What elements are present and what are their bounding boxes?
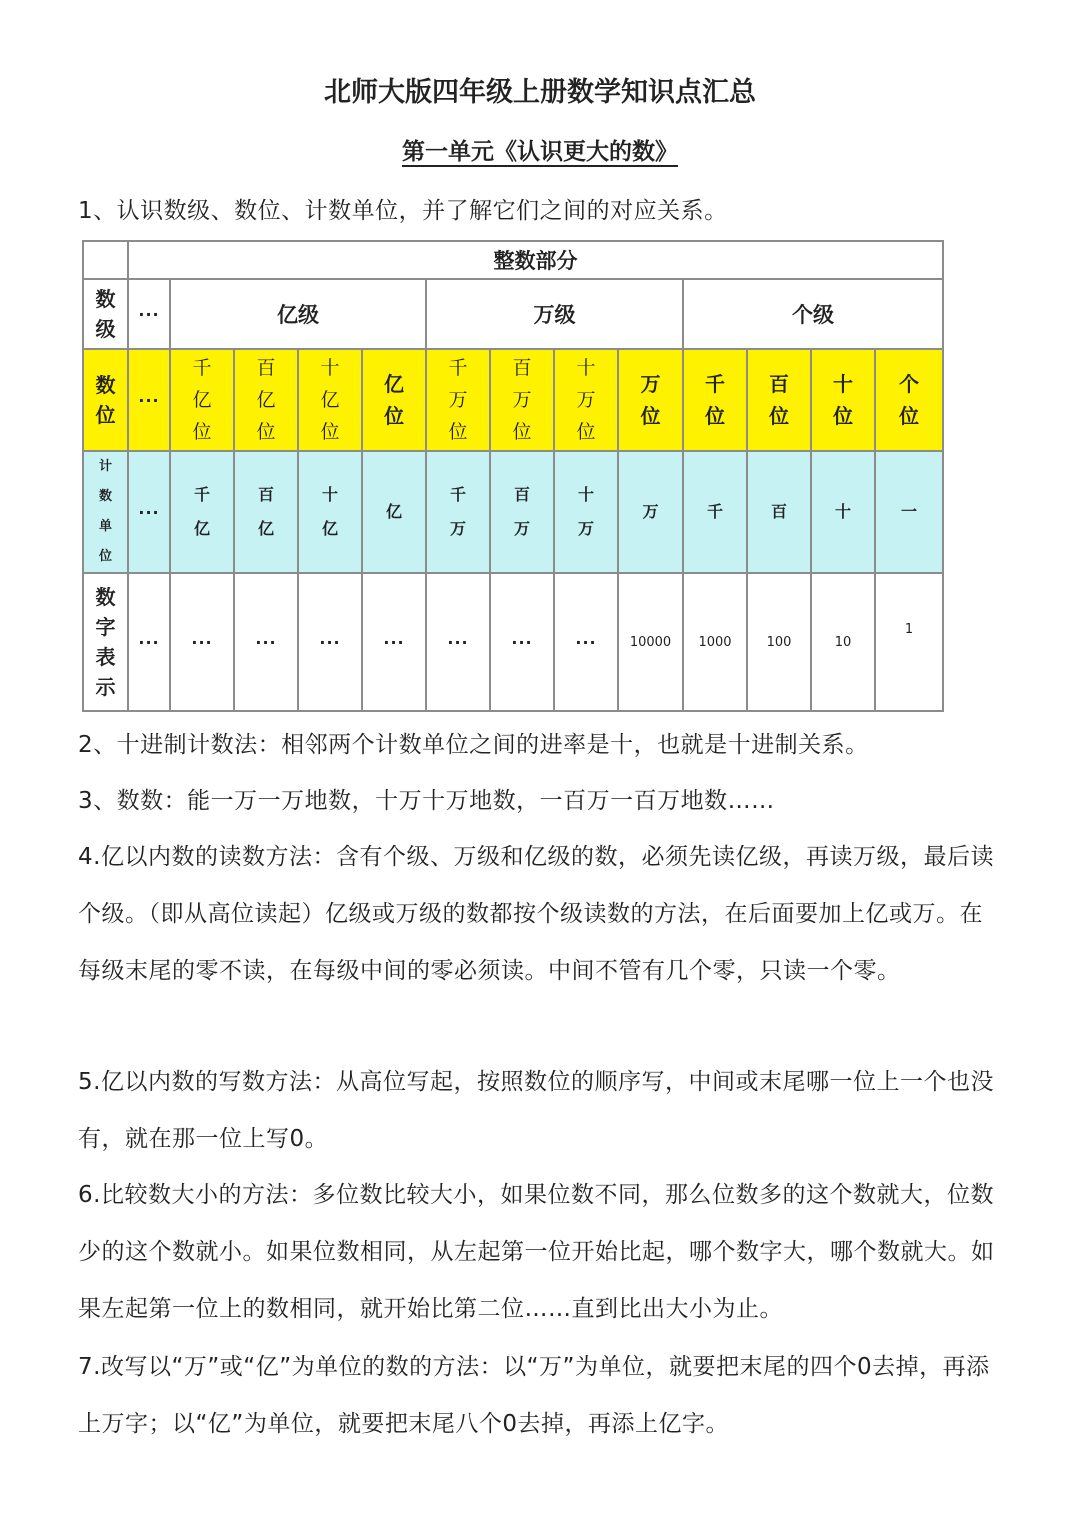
- number-cell: ···: [298, 573, 362, 711]
- place-cell: 百 万 位: [490, 349, 554, 451]
- unit-cell: 亿: [362, 451, 426, 573]
- integer-part-header: 整数部分: [128, 241, 943, 279]
- table-row-top-header: [83, 241, 943, 279]
- number-cell: 10000: [618, 573, 683, 711]
- unit-cell: 百 亿: [234, 451, 298, 573]
- ellipsis-cell: ···: [128, 451, 170, 573]
- number-cell: ···: [234, 573, 298, 711]
- paragraph-6: 6.比较数大小的方法：多位数比较大小，如果位数不同，那么位数多的这个数就大，位数少的这个数就小。如果位数相同，从左起第一位开始比起，哪个数字大，哪个数就大。如果左起第一位上的数相同，就开始比第二位……直到比出大小为止。: [78, 1182, 995, 1322]
- row-label-shuwei: 数 位: [83, 349, 128, 451]
- ellipsis-cell: ···: [128, 279, 170, 349]
- group-ge: 个级: [683, 279, 943, 349]
- place-cell: 千 位: [683, 349, 747, 451]
- place-cell: 万 位: [618, 349, 683, 451]
- row-label-shuji: 数 级: [83, 279, 128, 349]
- unit-cell: 十: [811, 451, 875, 573]
- unit-cell: 百: [747, 451, 811, 573]
- table-row-shuwei: [83, 349, 943, 451]
- ellipsis-cell: ···: [128, 349, 170, 451]
- number-cell: 1: [875, 573, 943, 711]
- unit-cell: 千 万: [426, 451, 490, 573]
- number-cell: 100: [747, 573, 811, 711]
- paragraph-7: 7.改写以“万”或“亿”为单位的数的方法：以“万”为单位，就要把末尾的四个0去掉，再添上万字；以“亿”为单位，就要把末尾八个0去掉，再添上亿字。: [78, 1354, 990, 1437]
- empty-corner-cell: [83, 241, 128, 279]
- number-cell: ···: [426, 573, 490, 711]
- paragraph-5: 5.亿以内数的写数方法：从高位写起，按照数位的顺序写，中间或末尾哪一位上一个也没有，就在那一位上写0。: [78, 1069, 994, 1152]
- unit-cell: 一: [875, 451, 943, 573]
- table-row-shuji: [83, 279, 943, 349]
- table-row-shuzibiaoshi: [83, 573, 943, 711]
- paragraph-4: 4.亿以内数的读数方法：含有个级、万级和亿级的数，必须先读亿级，再读万级，最后读个级。（即从高位读起）亿级或万级的数都按个级读数的方法，在后面要加上亿或万。在每级末尾的零不读，在每级中间的零必须读。中间不管有几个零，只读一个零。: [78, 844, 994, 984]
- place-cell: 个 位: [875, 349, 943, 451]
- group-wan: 万级: [426, 279, 683, 349]
- place-cell: 十 位: [811, 349, 875, 451]
- table-row-jishudanwei: [83, 451, 943, 573]
- place-value-table-container: [82, 240, 942, 710]
- place-value-table: [82, 240, 944, 712]
- unit-cell: 百 万: [490, 451, 554, 573]
- row-label-jishudanwei: 计 数 单 位: [83, 451, 128, 573]
- place-cell: 十 亿 位: [298, 349, 362, 451]
- place-cell: 千 万 位: [426, 349, 490, 451]
- unit-cell: 千 亿: [170, 451, 234, 573]
- paragraph-2: 2、十进制计数法：相邻两个计数单位之间的进率是十，也就是十进制关系。: [78, 732, 869, 758]
- paragraph-3: 3、数数：能一万一万地数，十万十万地数，一百万一百万地数……: [78, 788, 775, 814]
- place-cell: 十 万 位: [554, 349, 618, 451]
- unit-subtitle: [0, 133, 1080, 166]
- number-cell: ···: [362, 573, 426, 711]
- unit-cell: 千: [683, 451, 747, 573]
- unit-cell: 十 万: [554, 451, 618, 573]
- group-yi: 亿级: [170, 279, 426, 349]
- number-cell: ···: [554, 573, 618, 711]
- row-label-shuzibiaoshi: 数 字 表 示: [83, 573, 128, 711]
- unit-cell: 万: [618, 451, 683, 573]
- document-title: 北师大版四年级上册数学知识点汇总: [324, 77, 756, 108]
- number-cell: ···: [170, 573, 234, 711]
- unit-subtitle-text: 第一单元《认识更大的数》: [402, 138, 678, 165]
- place-cell: 百 亿 位: [234, 349, 298, 451]
- number-cell: 10: [811, 573, 875, 711]
- place-cell: 百 位: [747, 349, 811, 451]
- unit-cell: 十 亿: [298, 451, 362, 573]
- number-cell: 1000: [683, 573, 747, 711]
- paragraph-1: 1、认识数级、数位、计数单位，并了解它们之间的对应关系。: [78, 198, 728, 224]
- ellipsis-cell: ···: [128, 573, 170, 711]
- place-cell: 亿 位: [362, 349, 426, 451]
- number-cell: ···: [490, 573, 554, 711]
- place-cell: 千 亿 位: [170, 349, 234, 451]
